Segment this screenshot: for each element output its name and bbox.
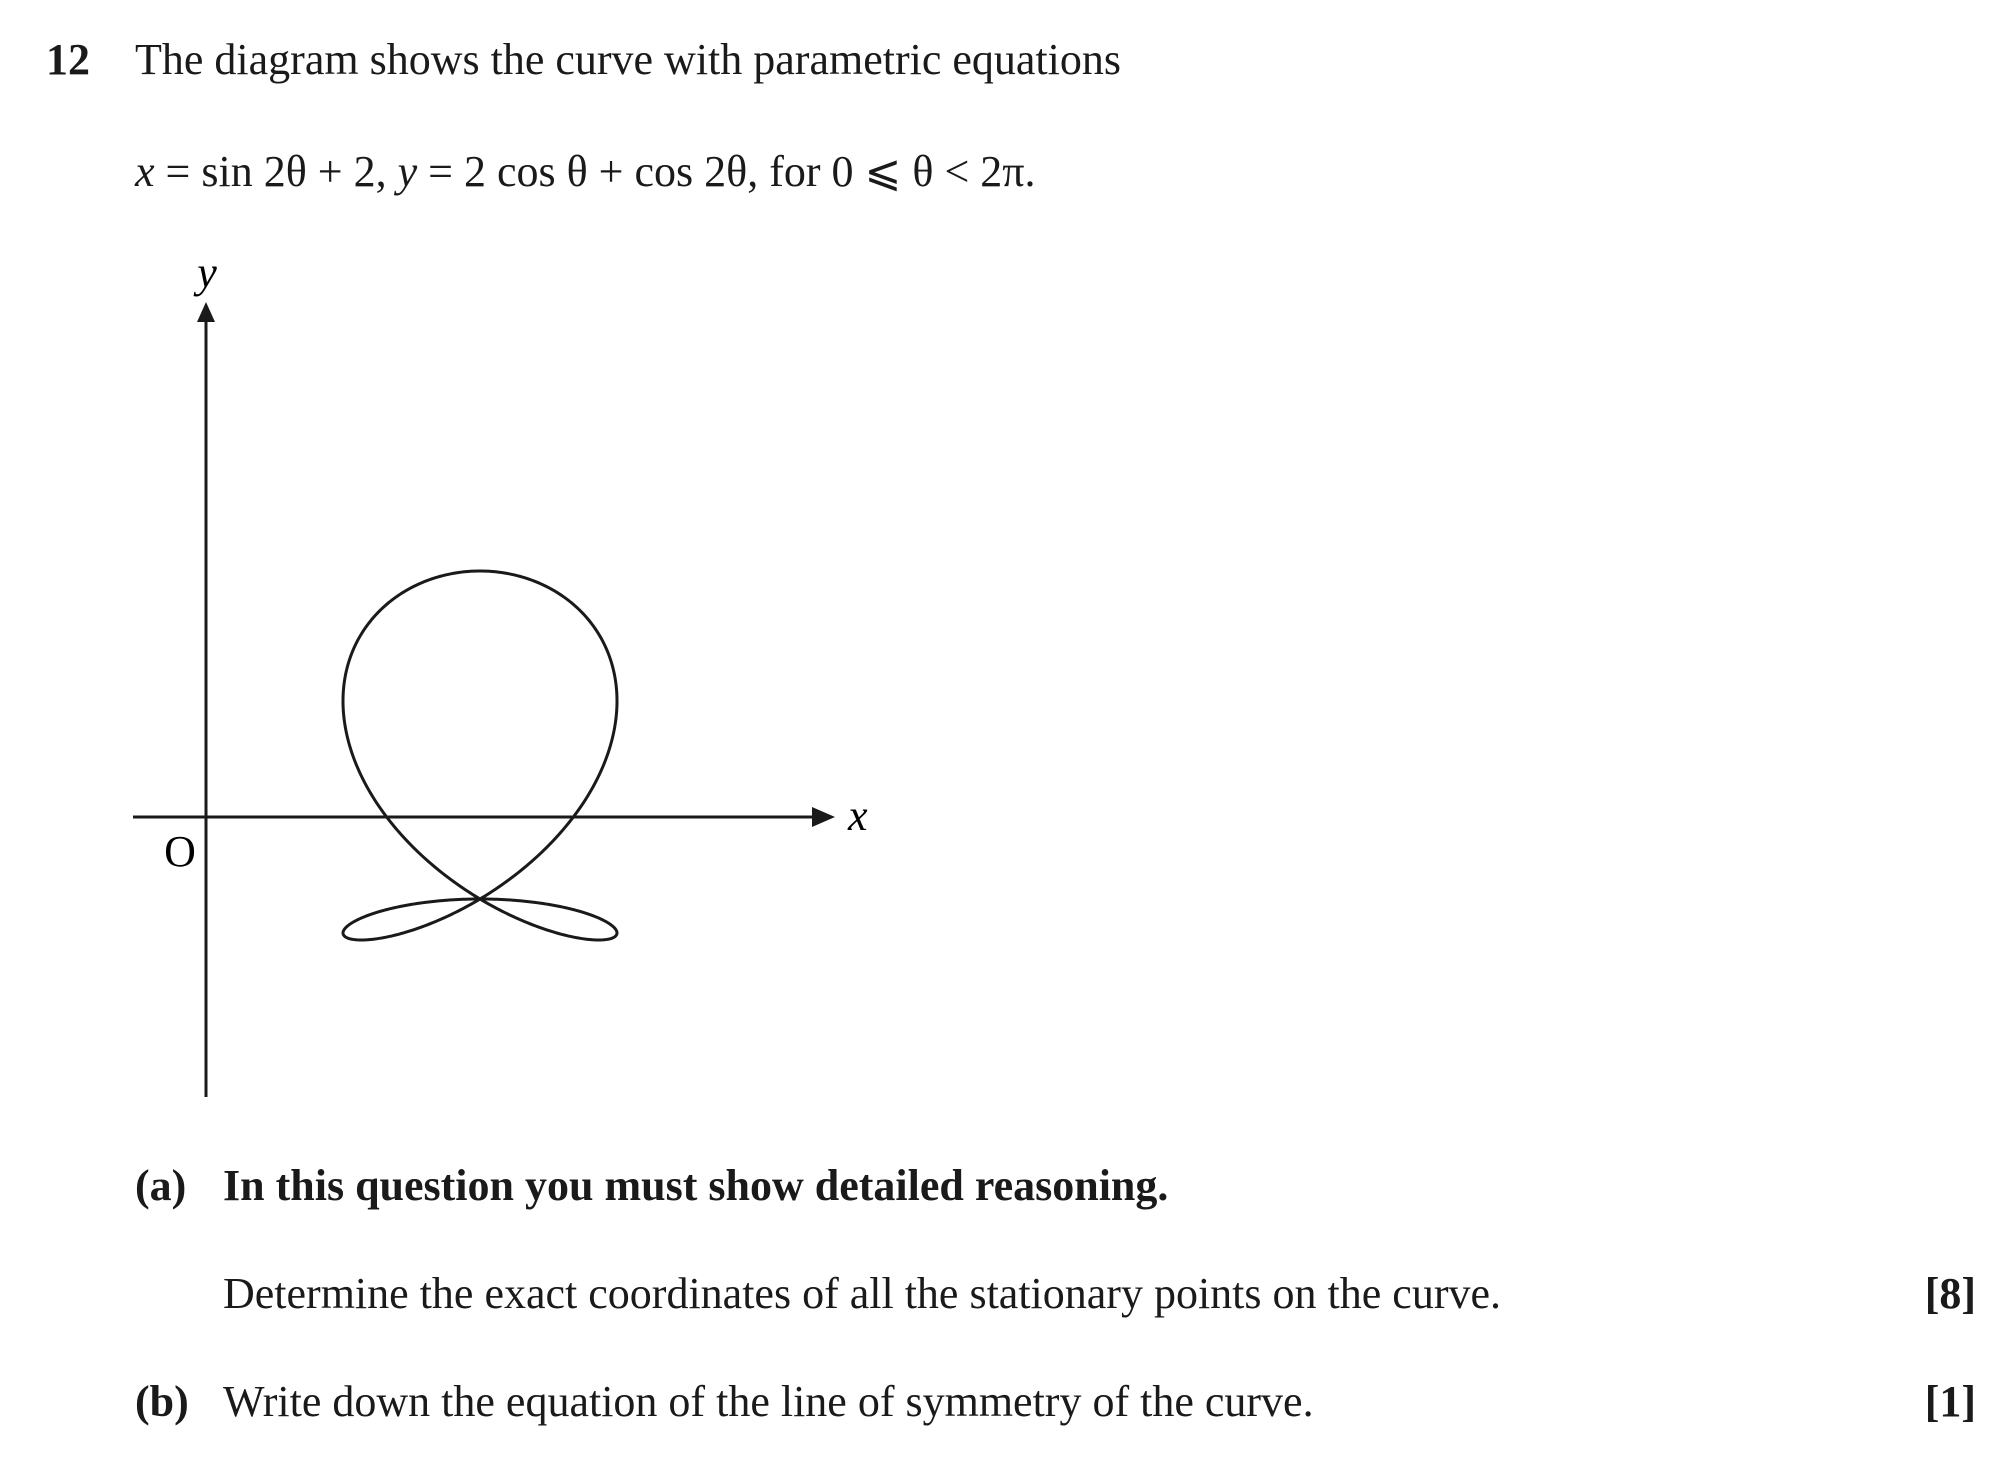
part-a-marks: [8] bbox=[1924, 1269, 1976, 1318]
y-axis-label: y bbox=[197, 248, 217, 297]
question-intro: The diagram shows the curve with parametric equations bbox=[135, 35, 1122, 84]
part-a-label: (a) bbox=[135, 1161, 187, 1210]
part-a-body: Determine the exact coordinates of all the stationary points on the curve. bbox=[223, 1269, 1501, 1318]
part-a-instruction: In this question you must show detailed reasoning. bbox=[223, 1161, 1169, 1210]
question-number: 12 bbox=[46, 35, 90, 84]
x-axis-label: x bbox=[848, 791, 868, 840]
eq-y-var: y bbox=[397, 147, 418, 196]
eq-x-rhs: = sin 2θ + 2, bbox=[154, 147, 398, 196]
part-b-label: (b) bbox=[135, 1377, 189, 1426]
eq-x-var: x bbox=[135, 147, 155, 196]
x-axis-arrowhead bbox=[812, 807, 835, 827]
part-b-marks: [1] bbox=[1924, 1377, 1976, 1426]
origin-label: O bbox=[164, 827, 196, 876]
y-axis-arrowhead bbox=[197, 302, 215, 322]
parametric-curve bbox=[343, 571, 617, 940]
part-b-body: Write down the equation of the line of symmetry of the curve. bbox=[223, 1377, 1314, 1426]
eq-y-rhs: = 2 cos θ + cos 2θ, for 0 ⩽ θ < 2π. bbox=[417, 147, 1036, 196]
